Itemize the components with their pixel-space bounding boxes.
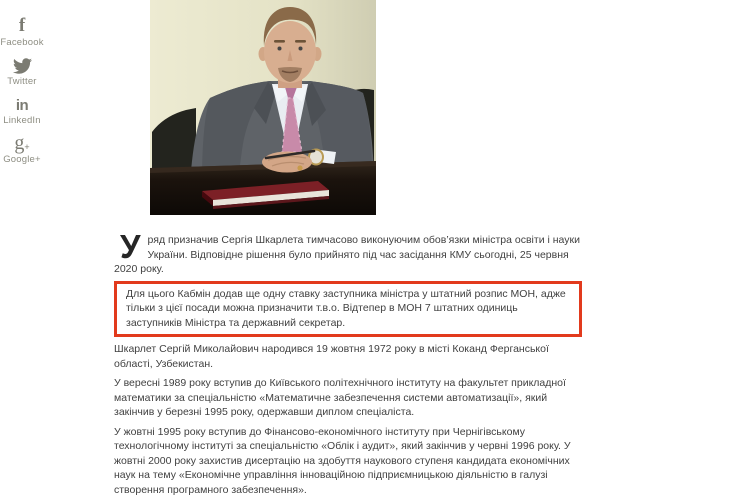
share-facebook-button[interactable] [0, 12, 44, 51]
share-twitter-label: Twitter [7, 76, 37, 87]
highlighted-quote-box [114, 281, 582, 338]
bio-paragraph-birth: Шкарлет Сергій Миколайович народився 19 жовтня 1972 року в місті Коканд Ферганської області, Узбекистан. [114, 343, 549, 370]
bio-paragraph-education-2: У жовтні 1995 року вступив до Фінансово-економічного інституту при Чернігівському технологічному інституті за спеціальністю «Облік і аудит», який закінчив у червні 1996 року. У жовтні 2000 року захистив дисертацію на здобуття наукового ступеня кандидата економічних наук на тему «Економічне управління інноваційною підприємницькою діяльністю в галузі створення програмного забезпечення». [114, 425, 571, 496]
share-linkedin-label: LinkedIn [3, 115, 41, 126]
share-twitter-button[interactable] [0, 51, 44, 90]
lead-text: ряд призначив Сергія Шкарлета тимчасово виконуючим обов’язки міністра освіти і науки України. Відповідне рішення було прийнято під час засідання КМУ сьогодні, 25 червня 2020 року. [114, 234, 580, 275]
share-googleplus-label: Google+ [3, 154, 41, 165]
bio-paragraph-education-1: У вересні 1989 року вступив до Київського політехнічного інституту на факультет прикладної математики за спеціальністю «Математичне забезпечення системи автоматизації», який закінчив у березні 1995 року, одержавши диплом спеціаліста. [114, 377, 566, 418]
lead-dropcap: У [120, 228, 141, 265]
googleplus-icon: g + [14, 132, 30, 154]
linkedin-icon: in [15, 97, 29, 114]
article-photo [150, 0, 376, 215]
share-facebook-label: Facebook [0, 37, 44, 48]
highlighted-quote-text: Для цього Кабмін додав ще одну ставку заступника міністра у штатний розпис МОН, адже тільки з цієї посади можна призначити т.в.о. Відтепер в МОН 7 штатних одиниць заступників Міністра та державний секретар. [126, 287, 566, 329]
facebook-icon: f [18, 15, 26, 36]
lead-paragraph [114, 228, 582, 277]
share-googleplus-button[interactable] [0, 129, 44, 168]
share-linkedin-button[interactable] [0, 90, 44, 129]
article-body [114, 228, 582, 502]
share-rail [0, 12, 44, 168]
twitter-icon [13, 51, 32, 74]
